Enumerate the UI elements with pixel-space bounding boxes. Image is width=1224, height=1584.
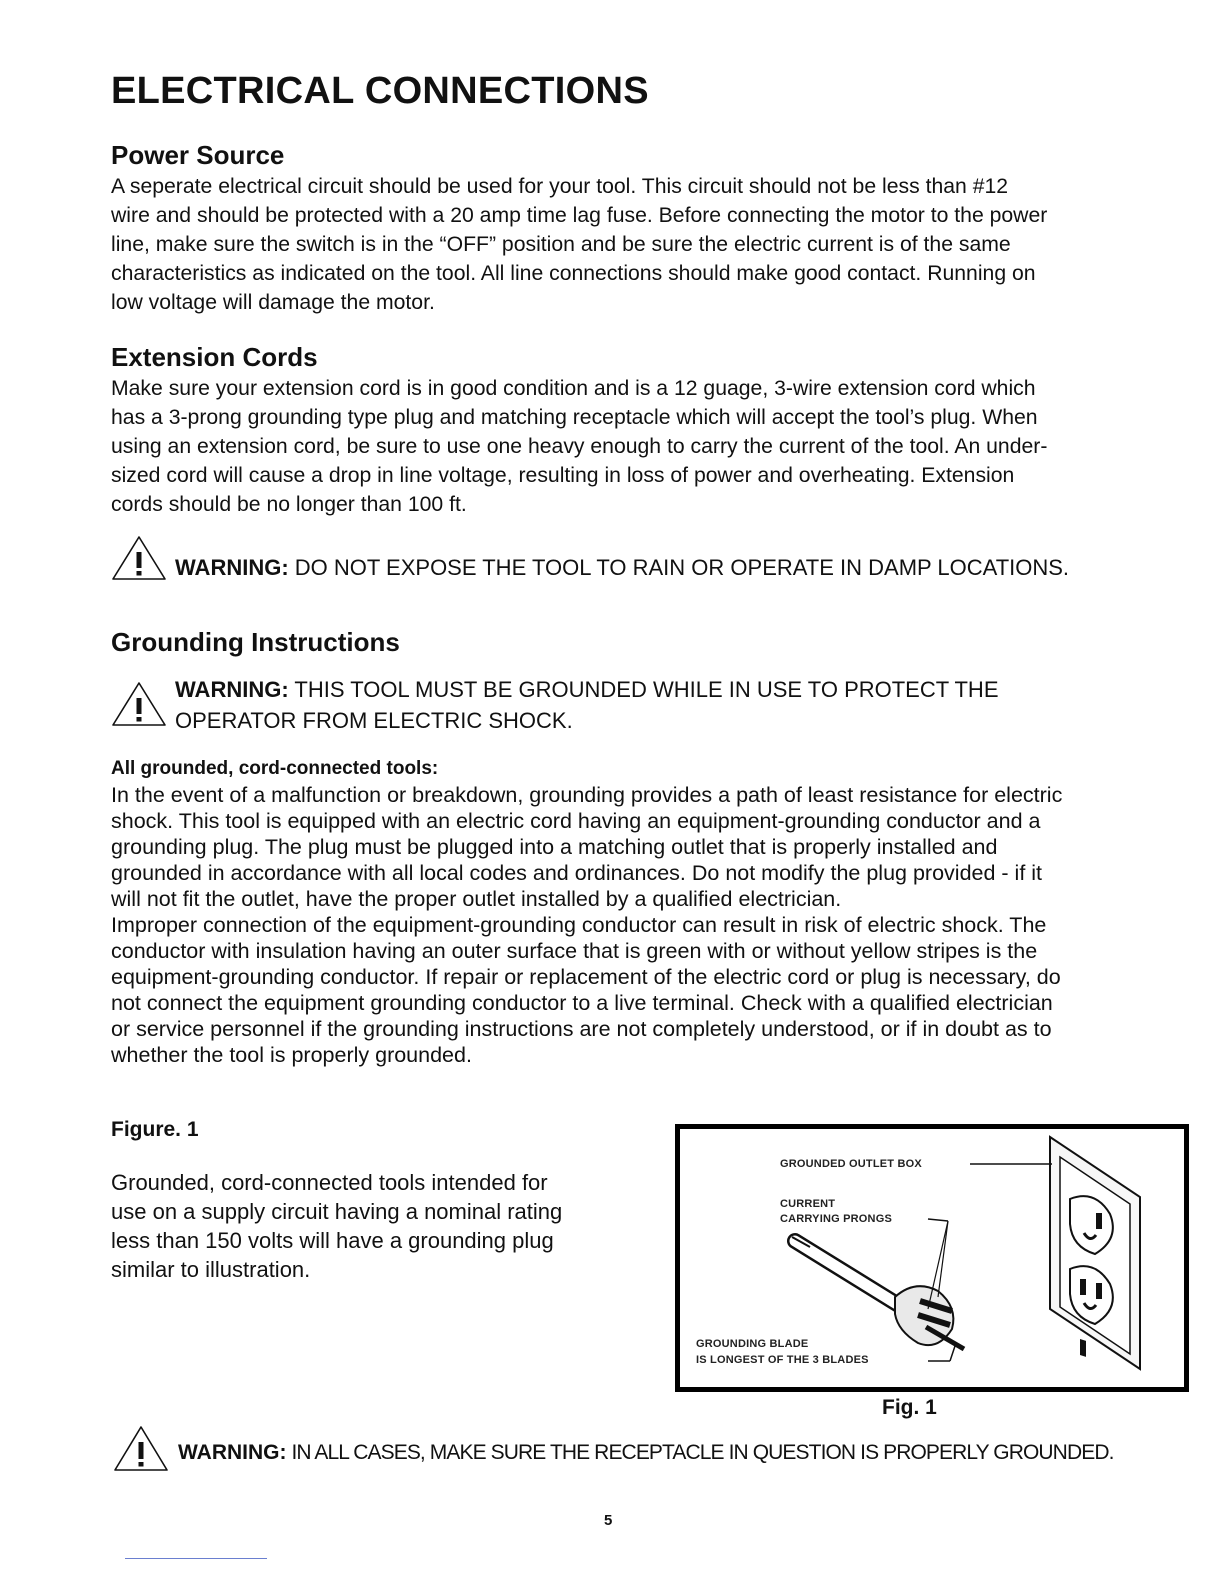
text-line: will not fit the outlet, have the proper outlet installed by a qualified electrician.	[111, 887, 842, 911]
extension-cords-heading: Extension Cords	[111, 342, 318, 372]
warning-triangle-icon	[112, 1424, 170, 1474]
warning-triangle-icon	[110, 680, 168, 728]
warning-label: WARNING:	[175, 677, 289, 702]
text-line: less than 150 volts will have a grounding plug	[111, 1228, 554, 1253]
grounded-tools-subheading: All grounded, cord-connected tools:	[111, 758, 439, 779]
warning-label: WARNING:	[178, 1441, 287, 1464]
warning-text: IN ALL CASES, MAKE SURE THE RECEPTACLE IN QUESTION IS PROPERLY GROUNDED.	[291, 1441, 1114, 1464]
warning-text: DO NOT EXPOSE THE TOOL TO RAIN OR OPERATE IN DAMP LOCATIONS.	[294, 555, 1070, 580]
text-line: In the event of a malfunction or breakdown, grounding provides a path of least resistance for electric	[111, 783, 1063, 807]
warning-damp-locations	[175, 552, 1069, 583]
text-line: has a 3-prong grounding type plug and matching receptacle which will accept the tool’s plug. When	[111, 406, 1038, 429]
power-source-heading: Power Source	[111, 140, 285, 170]
warning-text: THIS TOOL MUST BE GROUNDED WHILE IN USE TO PROTECT THE	[294, 677, 999, 702]
extension-cords-paragraph	[111, 374, 1171, 519]
text-line: similar to illustration.	[111, 1257, 311, 1282]
figure-caption: Fig. 1	[882, 1396, 937, 1419]
warning-triangle-icon	[110, 534, 168, 582]
text-line: conductor with insulation having an outer surface that is green with or without yellow stripes is the	[111, 939, 1038, 963]
text-line: cords should be no longer than 100 ft.	[111, 493, 467, 516]
plug	[895, 1286, 964, 1349]
grounding-paragraph	[111, 782, 1171, 1068]
leader-line	[928, 1219, 948, 1221]
text-line: low voltage will damage the motor.	[111, 291, 435, 314]
text-line: Improper connection of the equipment-grounding conductor can result in risk of electric shock. The	[111, 913, 1047, 937]
warning-must-be-grounded	[175, 674, 999, 736]
grounding-instructions-heading: Grounding Instructions	[111, 627, 400, 657]
warning-label: WARNING:	[175, 555, 289, 580]
grounding-plug-illustration	[675, 1124, 1189, 1392]
text-line: Make sure your extension cord is in good condition and is a 12 guage, 3-wire extension cord which	[111, 377, 1036, 400]
warning-line	[175, 674, 999, 705]
figure-heading: Figure. 1	[111, 1118, 199, 1141]
footer-rule	[125, 1558, 267, 1559]
label-carrying-prongs: CARRYING PRONGS	[780, 1213, 892, 1225]
text-line: or service personnel if the grounding instructions are not completely understood, or if in doubt as to	[111, 1017, 1052, 1041]
figure-description	[111, 1168, 631, 1284]
text-line: shock. This tool is equipped with an electric cord having an equipment-grounding conductor and a	[111, 809, 1041, 833]
plug-outlet-drawing	[680, 1129, 1184, 1387]
page-number: 5	[604, 1512, 613, 1529]
text-line: whether the tool is properly grounded.	[111, 1043, 472, 1067]
text-line: line, make sure the switch is in the “OFF” position and be sure the electric current is of the same	[111, 233, 1011, 256]
label-grounding-blade: GROUNDING BLADE	[696, 1338, 809, 1350]
text-line: A seperate electrical circuit should be used for your tool. This circuit should not be less than #12	[111, 175, 1009, 198]
text-line: use on a supply circuit having a nominal rating	[111, 1199, 563, 1224]
text-line: wire and should be protected with a 20 amp time lag fuse. Before connecting the motor to the power	[111, 204, 1048, 227]
text-line: grounding plug. The plug must be plugged into a matching outlet that is properly installed and	[111, 835, 998, 859]
text-line: not connect the equipment grounding conductor to a live terminal. Check with a qualified electrician	[111, 991, 1053, 1015]
label-grounded-outlet-box: GROUNDED OUTLET BOX	[780, 1158, 922, 1170]
page-title: ELECTRICAL CONNECTIONS	[111, 70, 649, 112]
warning-line: OPERATOR FROM ELECTRIC SHOCK.	[175, 708, 573, 733]
text-line: Grounded, cord-connected tools intended for	[111, 1170, 548, 1195]
label-current: CURRENT	[780, 1198, 836, 1210]
label-longest-blade: IS LONGEST OF THE 3 BLADES	[696, 1354, 869, 1366]
text-line: using an extension cord, be sure to use one heavy enough to carry the current of the tool. An under-	[111, 435, 1048, 458]
text-line: grounded in accordance with all local codes and ordinances. Do not modify the plug provided - if it	[111, 861, 1043, 885]
text-line: equipment-grounding conductor. If repair or replacement of the electric cord or plug is necessary, do	[111, 965, 1061, 989]
power-source-paragraph	[111, 172, 1171, 317]
warning-properly-grounded	[178, 1441, 1114, 1465]
text-line: sized cord will cause a drop in line voltage, resulting in loss of power and overheating. Extension	[111, 464, 1015, 487]
text-line: characteristics as indicated on the tool. All line connections should make good contact. Running on	[111, 262, 1036, 285]
